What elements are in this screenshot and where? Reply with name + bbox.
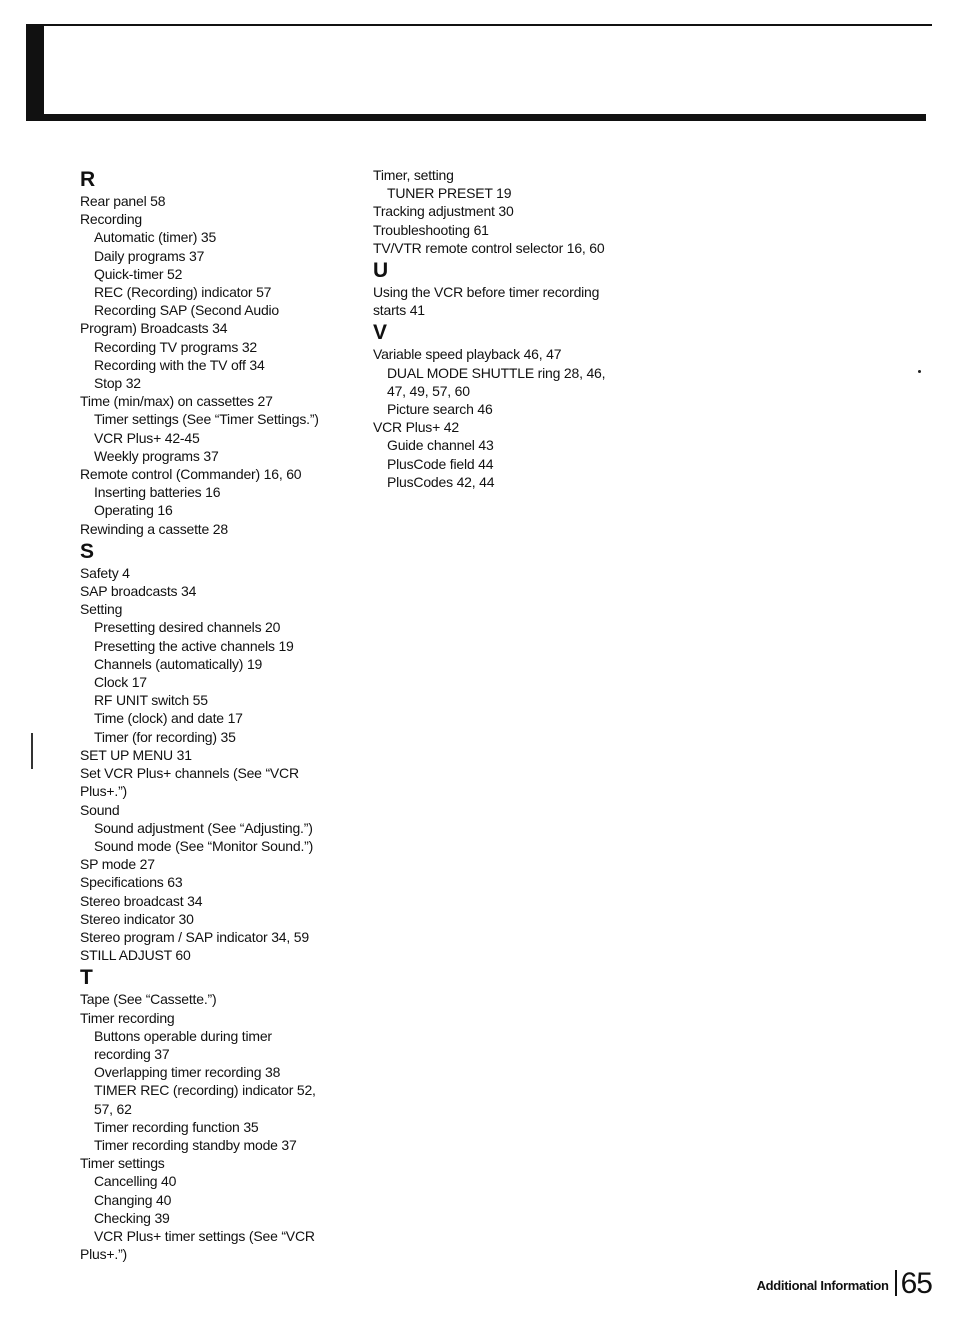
index-entry: SAP broadcasts 34	[80, 583, 197, 600]
header-rule	[26, 114, 926, 121]
index-subentry: Guide channel 43	[387, 437, 494, 454]
index-subentry: VCR Plus+ 42-45	[94, 429, 200, 446]
index-subentry: Overlapping timer recording 38	[94, 1064, 281, 1081]
index-subentry: Recording SAP (Second Audio	[94, 302, 280, 319]
index-subentry: PlusCodes 42, 44	[387, 473, 495, 490]
index-entry: Time (min/max) on cassettes 27	[80, 393, 273, 410]
index-subentry: Picture search 46	[387, 401, 493, 418]
index-subentry: Cancelling 40	[94, 1173, 177, 1190]
index-letter-heading: T	[80, 966, 93, 990]
index-entry: STILL ADJUST 60	[80, 947, 191, 964]
index-entry: Sound	[80, 801, 120, 818]
index-subentry: Channels (automatically) 19	[94, 655, 263, 672]
index-entry: SET UP MENU 31	[80, 746, 192, 763]
index-entry: TV/VTR remote control selector 16, 60	[373, 239, 605, 256]
index-entry: Stereo broadcast 34	[80, 892, 203, 909]
margin-mark	[31, 733, 33, 769]
index-entry: Set VCR Plus+ channels (See “VCR	[80, 765, 299, 782]
index-entry: Program) Broadcasts 34	[80, 320, 228, 337]
index-subentry: Recording TV programs 32	[94, 338, 258, 355]
index-subentry: recording 37	[94, 1045, 170, 1062]
index-entry: starts 41	[373, 302, 425, 319]
stray-dot	[918, 370, 921, 373]
index-subentry: TIMER REC (recording) indicator 52,	[94, 1082, 316, 1099]
index-entry: Using the VCR before timer recording	[373, 284, 600, 301]
index-entry: Stereo indicator 30	[80, 910, 194, 927]
index-subentry: RF UNIT switch 55	[94, 692, 208, 709]
index-subentry: DUAL MODE SHUTTLE ring 28, 46,	[387, 364, 606, 381]
index-subentry: PlusCode field 44	[387, 455, 494, 472]
index-entry: Timer recording	[80, 1009, 175, 1026]
index-entry: Rear panel 58	[80, 193, 166, 209]
index-entry: VCR Plus+ 42	[373, 419, 459, 436]
top-rule	[26, 24, 932, 26]
index-subentry: Presetting desired channels 20	[94, 619, 281, 636]
index-subentry: Timer recording function 35	[94, 1118, 259, 1135]
index-subentry: Timer (for recording) 35	[94, 728, 236, 745]
page-footer	[757, 1268, 932, 1300]
index-letter-heading: U	[373, 259, 388, 283]
index-subentry: Timer settings (See “Timer Settings.”)	[94, 411, 319, 428]
index-letter-heading: S	[80, 539, 94, 563]
index-entry: Setting	[80, 601, 123, 618]
index-subentry: Stop 32	[94, 375, 141, 392]
index-subentry: Automatic (timer) 35	[94, 229, 217, 246]
index-subentry: Quick-timer 52	[94, 265, 183, 282]
index-entry: Tracking adjustment 30	[373, 203, 514, 220]
index-subentry: 47, 49, 57, 60	[387, 382, 470, 399]
index-subentry: Timer recording standby mode 37	[94, 1136, 297, 1153]
index-subentry: Sound mode (See “Monitor Sound.”)	[94, 837, 314, 854]
index-subentry: Time (clock) and date 17	[94, 710, 243, 727]
index-entry: Remote control (Commander) 16, 60	[80, 466, 302, 483]
index-subentry: Buttons operable during timer	[94, 1027, 272, 1044]
index-entry: Specifications 63	[80, 874, 183, 891]
index-entry: Recording	[80, 211, 143, 228]
index-letter-heading: R	[80, 168, 95, 191]
index-subentry: 57, 62	[94, 1100, 132, 1117]
index-subentry: Presetting the active channels 19	[94, 637, 294, 654]
index-entry: Variable speed playback 46, 47	[373, 346, 562, 363]
index-entry: SP mode 27	[80, 856, 155, 873]
index-entry: Safety 4	[80, 564, 130, 581]
index-column-left	[80, 166, 370, 1263]
index-entry: Plus+.”)	[80, 1246, 128, 1263]
index-subentry: Inserting batteries 16	[94, 484, 221, 501]
index-entry: Tape (See “Cassette.”)	[80, 991, 217, 1008]
index-letter-heading: V	[373, 321, 387, 345]
index-entry: Plus+.”)	[80, 783, 128, 800]
section-label: Additional Information	[756, 1278, 889, 1293]
index-subentry: VCR Plus+ timer settings (See “VCR	[94, 1227, 315, 1244]
index-entry: Rewinding a cassette 28	[80, 520, 228, 537]
index-subentry: Clock 17	[94, 674, 147, 691]
index-subentry: TUNER PRESET 19	[387, 185, 512, 202]
page-number: 65	[900, 1267, 932, 1300]
footer-separator	[895, 1270, 897, 1296]
index-subentry: Sound adjustment (See “Adjusting.”)	[94, 819, 313, 836]
header-side-bar	[26, 25, 44, 121]
index-subentry: Changing 40	[94, 1191, 172, 1208]
index-entry: Troubleshooting 61	[373, 221, 489, 238]
index-subentry: REC (Recording) indicator 57	[94, 284, 272, 301]
index-subentry: Checking 39	[94, 1209, 170, 1226]
index-subentry: Recording with the TV off 34	[94, 356, 265, 373]
index-subentry: Daily programs 37	[94, 247, 205, 264]
index-entry: Stereo program / SAP indicator 34, 59	[80, 928, 309, 945]
index-column-right	[373, 166, 663, 491]
index-entry: Timer settings	[80, 1155, 165, 1172]
index-subentry: Operating 16	[94, 502, 173, 519]
index-subentry: Weekly programs 37	[94, 447, 219, 464]
index-entry: Timer, setting	[373, 167, 454, 183]
